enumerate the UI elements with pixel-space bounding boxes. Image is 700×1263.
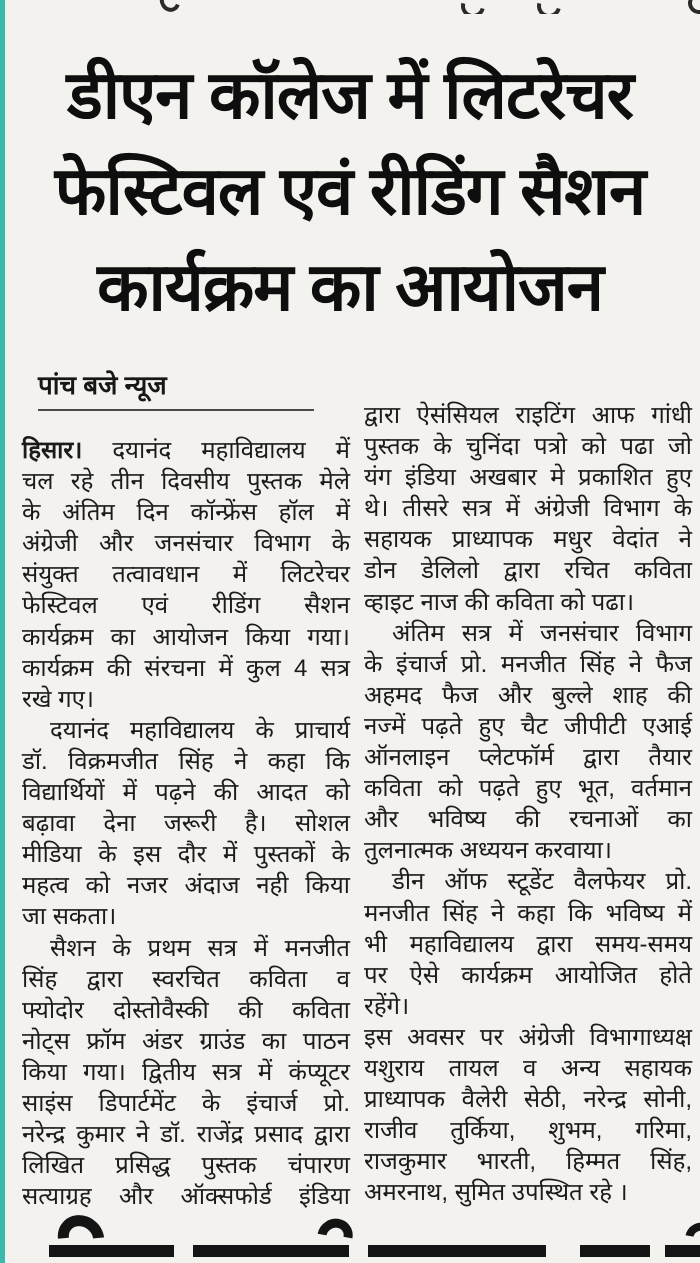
article-line: राजकुमार भारती, हिम्मत सिंह, — [364, 1148, 692, 1176]
kicker: पांच बजे न्यूज — [38, 370, 314, 411]
article-line: कार्यक्रम की संरचना में कुल 4 सत्र — [22, 654, 350, 682]
article-line: सहायक प्राध्यापक मधुर वेदांत ने — [364, 526, 692, 554]
glyph-fragment — [685, 0, 700, 14]
article-line: मीडिया के इस दौर में पुस्तकों के — [22, 841, 350, 869]
article-line: अमरनाथ, सुमित उपस्थित रहे । — [364, 1179, 628, 1207]
article-line: पर ऐसे कार्यक्रम आयोजित होते — [364, 961, 692, 989]
article-line: विद्यार्थियों में पढ़ने की आदत को — [22, 779, 350, 807]
article-line — [22, 435, 350, 466]
article-line: नज्में पढ़ते हुए चैट जीपीटी एआई — [364, 712, 692, 740]
headline-line: कार्यक्रम का आयोजन — [97, 250, 603, 325]
article-line: रखे गए। — [22, 685, 94, 713]
article-line: डोन डेलिलो द्वारा रचित कविता — [364, 557, 692, 585]
article-line: जा सकता। — [22, 903, 117, 931]
article-line: भी महाविद्यालय द्वारा समय-समय — [364, 930, 692, 958]
article-line: बढ़ावा देना जरूरी है। सोशल — [22, 810, 350, 838]
cropped-headline-fragment-bottom — [0, 1212, 700, 1263]
paragraph — [22, 715, 350, 933]
article-line: अंतिम सत्र में जनसंचार विभाग — [392, 619, 692, 647]
article-line: व्हाइट नाज की कविता को पढा। — [364, 588, 635, 616]
headline-headstroke-fragment — [580, 1245, 650, 1257]
paragraph — [364, 866, 692, 1021]
left-column — [22, 370, 350, 1212]
headline-headstroke-fragment — [368, 1245, 546, 1257]
article-line: के इंचार्ज प्रो. मनजीत सिंह ने फैज — [364, 650, 692, 678]
glyph-fragment — [533, 0, 566, 14]
article-line: नरेन्द्र कुमार ने डॉ. राजेंद्र प्रसाद द्वारा — [22, 1121, 350, 1149]
dateline: हिसार। — [22, 437, 83, 464]
paragraph — [364, 400, 692, 618]
article-line: सैशन के प्रथम सत्र में मनजीत — [50, 934, 350, 962]
article-line: अंग्रेजी और जनसंचार विभाग के — [22, 530, 350, 558]
paragraph-lines — [364, 1022, 692, 1209]
article-line: अहमद फैज और बुल्ले शाह की — [364, 681, 692, 709]
right-column — [364, 370, 692, 1212]
article-line: के अंतिम दिन कॉन्फ्रेंस हॉल में — [22, 499, 350, 527]
paragraph — [364, 1022, 692, 1209]
headline-headstroke-fragment — [665, 1245, 700, 1257]
article-body — [22, 370, 692, 1212]
article-line: डीन ऑफ स्टूडेंट वैलफेयर प्रो. — [392, 868, 692, 896]
left-edge-stripe — [0, 0, 5, 1263]
paragraph-lines — [364, 618, 692, 867]
lead-text: दयानंद महाविद्यालय में — [112, 437, 350, 464]
article-line: सत्याग्रह और ऑक्सफोर्ड इंडिया — [22, 1183, 350, 1211]
glyph-fragment — [156, 0, 183, 14]
kicker-wrap — [22, 370, 350, 435]
headline — [18, 48, 682, 336]
article-line: थे। तीसरे सत्र में अंग्रेजी विभाग के — [364, 495, 692, 523]
article-line: मनजीत सिंह ने कहा कि भविष्य में — [364, 899, 692, 927]
article-line: यंग इंडिया अखबार मे प्रकाशित हुए — [364, 464, 692, 492]
article-line: चल रहे तीन दिवसीय पुस्तक मेले — [22, 468, 350, 496]
article-line: डॉ. विक्रमजीत सिंह ने कहा कि — [22, 747, 350, 775]
article-line: पुस्तक के चुनिंदा पत्रो को पढा जो — [364, 433, 692, 461]
article-line: यशुराय तायल व अन्य सहायक — [364, 1054, 692, 1082]
article-line: लिखित प्रसिद्ध पुस्तक चंपारण — [22, 1152, 350, 1180]
article-line: साइंस डिपार्टमेंट के इंचार्ज प्रो. — [22, 1089, 350, 1117]
article-line: राजीव तुर्किया, शुभम, गरिमा, — [364, 1117, 692, 1145]
paragraph-lines — [364, 866, 692, 1021]
paragraph-lines — [364, 400, 692, 618]
paragraph — [22, 933, 350, 1213]
article-line: रहेंगे। — [364, 992, 410, 1020]
article-line: ऑनलाइन प्लेटफॉर्म द्वारा तैयार — [364, 744, 692, 772]
article-line: सिंह द्वारा स्वरचित कविता व — [22, 965, 350, 993]
article-line: कविता को पढ़ते हुए भूत, वर्तमान — [364, 775, 692, 803]
article-line: फेस्टिवल एवं रीडिंग सैशन — [22, 592, 350, 620]
paragraph-lines — [22, 466, 350, 715]
glyph-fragment — [457, 0, 490, 14]
article-line: महत्व को नजर अंदाज नही किया — [22, 872, 350, 900]
article-line: कार्यक्रम का आयोजन किया गया। — [22, 623, 350, 651]
article-line: फ्योदोर दोस्तोवैस्की की कविता — [22, 996, 350, 1024]
headline-line: डीएन कॉलेज में लिटरेचर — [66, 58, 634, 133]
cropped-text-fragments-top — [0, 0, 700, 14]
article-line: द्वारा ऐसंसियल राइटिंग आफ गांधी — [364, 402, 692, 429]
article-line: नोट्स फ्रॉम अंडर ग्राउंड का पाठन — [22, 1027, 350, 1055]
paragraph-lines — [22, 933, 350, 1213]
headline-headstroke-fragment — [193, 1245, 349, 1257]
headline-headstroke-fragment — [49, 1245, 174, 1257]
headline-line: फेस्टिवल एवं रीडिंग सैशन — [54, 154, 646, 229]
article-line: और भविष्य की रचनाओं का — [364, 806, 692, 834]
paragraph — [22, 435, 350, 715]
article-line: इस अवसर पर अंग्रेजी विभागाध्यक्ष — [364, 1023, 692, 1051]
paragraph — [364, 618, 692, 867]
article-line: प्राध्यापक वैलेरी सेठी, नरेन्द्र सोनी, — [364, 1086, 692, 1114]
article-line: तुलनात्मक अध्ययन करवाया। — [364, 837, 612, 865]
article-line: किया गया। द्वितीय सत्र में कंप्यूटर — [22, 1058, 350, 1086]
article-line: दयानंद महाविद्यालय के प्राचार्य — [50, 716, 350, 744]
article-line: संयुक्त तत्वावधान में लिटरेचर — [22, 561, 350, 589]
paragraph-lines — [22, 715, 350, 933]
